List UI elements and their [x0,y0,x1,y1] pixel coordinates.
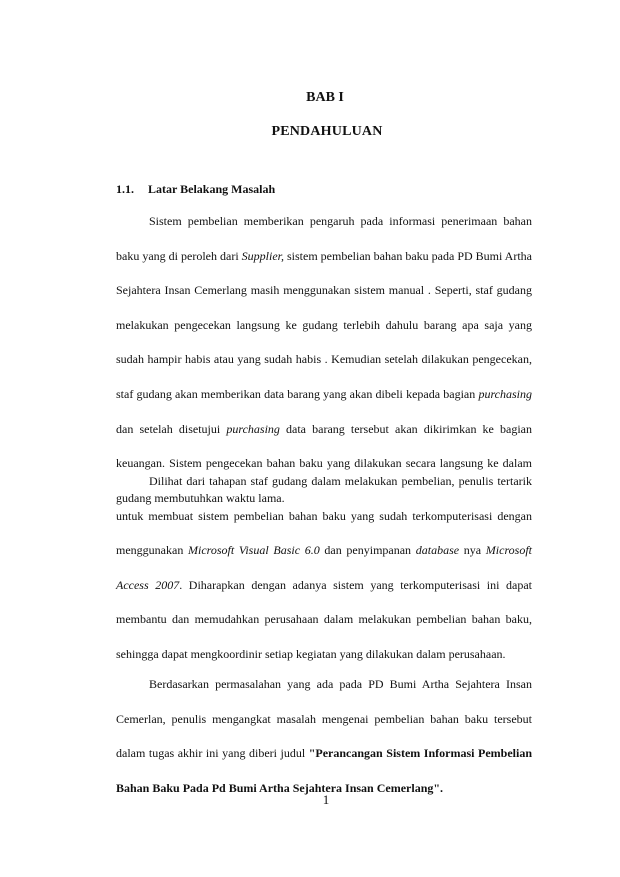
paragraph-motivation [116,464,532,672]
paragraph-text: data barang tersebut akan dikirimkan ke bagian keuangan. Sistem pengecekan bahan baku yang dilakukan secara langsung ke dalam gudang membutuhkan waktu lama. [116,421,532,505]
paragraph-text: dan setelah disetujui [116,421,227,436]
chapter-number: BAB I [306,90,344,105]
term-purchasing: purchasing [226,421,280,436]
paragraph-text: sistem pembelian bahan baku pada PD Bumi Artha Sejahtera Insan Cemerlang masih menggunakan sistem manual . Seperti, staf gudang melakukan pengecekan langsung ke gudang terlebih dahulu barang apa saja yang sudah hampir habis atau yang sudah habis . Kemudian setelah dilakukan pengecekan, staf gudang akan memberikan data barang yang akan dibeli kepada bagian [116,248,532,401]
term-access: Microsoft Access 2007 [116,543,533,592]
term-visual-basic: Microsoft Visual Basic 6.0 [188,543,320,558]
paragraph-text: Sistem pembelian memberikan pengaruh pada informasi penerimaan bahan baku yang di peroleh dari [116,214,532,263]
paragraph-text: Dilihat dari tahapan staf gudang dalam melakukan pembelian, penulis tertarik untuk membuat sistem pembelian bahan baku yang sudah terkomputerisasi dengan menggunakan [116,474,532,558]
section-number: 1.1. [116,182,134,196]
section-title: Latar Belakang Masalah [148,182,276,196]
term-database: database [415,543,460,558]
term-purchasing: purchasing [478,386,532,401]
paragraph-text: dan penyimpanan [319,543,416,558]
term-supplier: Supplier, [241,248,284,263]
paragraph-text: nya [459,543,486,558]
page-number: 1 [322,792,330,807]
thesis-title: "Perancangan Sistem Informasi Pembelian Bahan Baku Pada Pd Bumi Artha Sejahtera Insan Cemerlang". [116,746,532,795]
section-heading [116,182,275,197]
paragraph-text: Berdasarkan permasalahan yang ada pada PD Bumi Artha Sejahtera Insan Cemerlan, penulis mengangkat masalah mengenai pembelian bahan baku tersebut dalam tugas akhir ini yang diberi judul [116,677,532,761]
chapter-title: PENDAHULUAN [271,124,383,139]
paragraph-text: . Diharapkan dengan adanya sistem yang terkomputerisasi ini dapat membantu dan memudahkan perusahaan dalam melakukan pembelian bahan baku, sehingga dapat mengkoordinir setiap kegiatan yang dilakukan dalam perusahaan. [116,577,532,661]
paragraph-thesis-title [116,667,532,805]
